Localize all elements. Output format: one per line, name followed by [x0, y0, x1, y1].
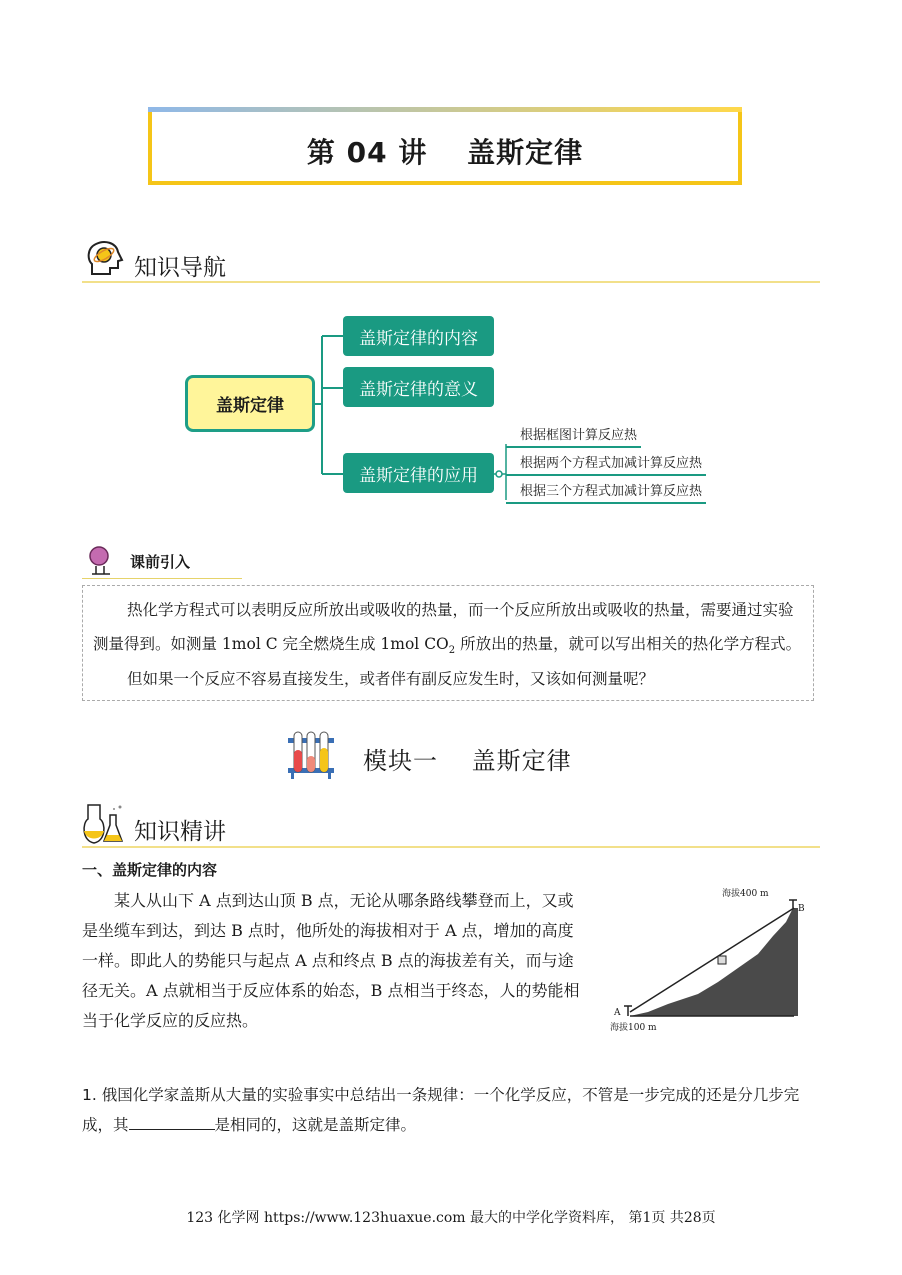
mindmap-node-content: 盖斯定律的内容: [343, 316, 494, 356]
test-tubes-icon: [286, 728, 336, 780]
nav-heading: 知识导航: [134, 255, 226, 281]
nav-icon: [84, 238, 126, 280]
answer-blank[interactable]: [129, 1111, 215, 1130]
content-line: 某人从山下 A 点到达山顶 B 点，无论从哪条路线攀登而上，又或: [82, 891, 574, 910]
content-line: 径无关。A 点就相当于反应体系的始态，B 点相当于终态，人的势能相: [82, 981, 580, 1000]
mindmap-leaf-three-equations: 根据三个方程式加减计算反应热: [506, 480, 706, 504]
figure-point-a: A: [614, 1008, 621, 1018]
mindmap-leaf-diagram: 根据框图计算反应热: [506, 424, 641, 448]
lecture-heading: 知识精讲: [134, 819, 226, 845]
intro-box: [82, 585, 814, 701]
question-line-1: 1. 俄国化学家盖斯从大量的实验事实中总结出一条规律：一个化学反应，不管是一步完成的还是分几步完: [82, 1086, 800, 1104]
module-title: 模块一 盖斯定律: [363, 747, 572, 775]
mindmap-root: 盖斯定律: [185, 375, 315, 432]
content-line: 当于化学反应的反应热。: [82, 1011, 259, 1030]
figure-top-label: 海拔400 m: [722, 889, 769, 899]
page-footer: 123 化学网 https://www.123huaxue.com 最大的中学化学资料库， 第1页 共28页: [186, 1210, 716, 1226]
mindmap-leaf-two-equations: 根据两个方程式加减计算反应热: [506, 452, 706, 476]
content-paragraph: [82, 886, 582, 1036]
mindmap-node-meaning: 盖斯定律的意义: [343, 367, 494, 407]
content-line: 一样。即此人的势能只与起点 A 点和终点 B 点的海拔差有关，而与途: [82, 951, 574, 970]
intro-divider: [82, 578, 242, 579]
title-box: [148, 107, 742, 185]
question-line-2: 成，其 是相同的，这就是盖斯定律。: [82, 1110, 822, 1140]
content-subheading: 一、盖斯定律的内容: [82, 861, 218, 879]
question-block: [82, 1080, 822, 1140]
content-line: 是坐缆车到达，到达 B 点时，他所处的海拔相对于 A 点，增加的高度: [82, 921, 574, 940]
nav-divider: [82, 281, 820, 283]
intro-paragraph-2: 但如果一个反应不容易直接发生，或者伴有副反应发生时，又该如何测量呢？: [127, 670, 655, 688]
intro-icon: [86, 544, 116, 578]
intro-paragraph-1: 热化学方程式可以表明反应所放出或吸收的热量，而一个反应所放出或吸收的热量，需要通过实验: [127, 601, 794, 619]
intro-heading: 课前引入: [130, 553, 191, 571]
lecture-divider: [82, 846, 820, 848]
figure-point-b: B: [798, 904, 805, 914]
figure-bottom-label: 海拔100 m: [610, 1023, 657, 1033]
mountain-figure: [608, 884, 814, 1032]
flask-icon: [80, 801, 126, 845]
page-title: 第 04 讲 盖斯定律: [306, 136, 584, 169]
mindmap-node-application: 盖斯定律的应用: [343, 453, 494, 493]
intro-paragraph-1b: 测量得到。如测量 1mol C 完全燃烧生成 1mol $CO_2$ 所放出的热量，就可以写出相关的热化学方程式。: [93, 635, 802, 657]
